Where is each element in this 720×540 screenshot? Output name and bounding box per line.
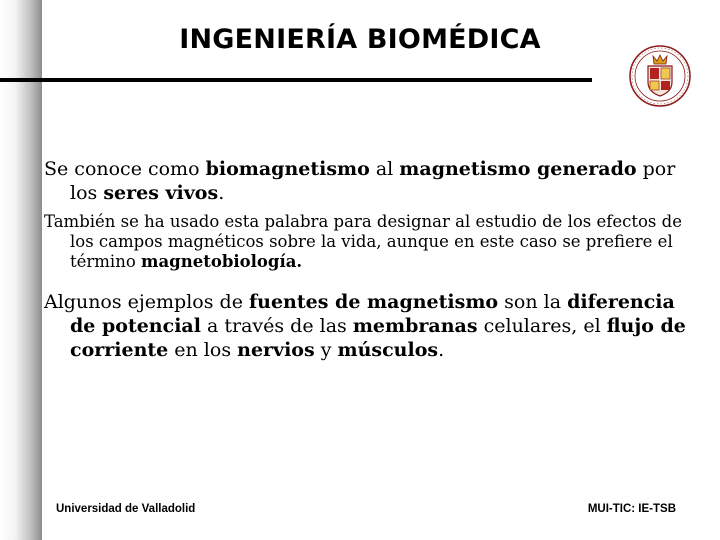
text-run: celulares, el xyxy=(477,315,607,337)
text-run: También se ha usado esta palabra para designar al estudio de los efectos de los campos magnéticos sobre la vida, aunque en este caso se prefiere el término xyxy=(44,212,682,271)
bold-term: fuentes de magnetismo xyxy=(248,291,499,313)
title-underline xyxy=(0,78,592,82)
text-run: Algunos ejemplos de xyxy=(44,291,249,313)
text-run: . xyxy=(218,182,225,204)
text-run: por los xyxy=(70,158,676,204)
text-run: y xyxy=(314,339,338,361)
bold-term: membranas xyxy=(352,315,478,337)
bold-term: flujo de corriente xyxy=(70,315,686,361)
bold-term: seres vivos xyxy=(103,182,219,204)
text-run: a través de las xyxy=(200,315,353,337)
text-run: Se conoce como xyxy=(44,158,206,180)
paragraph-magnetobiologia xyxy=(44,212,690,272)
paragraph-ejemplos xyxy=(44,290,690,362)
bold-term: músculos xyxy=(337,339,439,361)
slide-title: INGENIERÍA BIOMÉDICA xyxy=(179,24,541,55)
footer-university: Universidad de Valladolid xyxy=(56,503,196,515)
paragraph-biomagnetismo xyxy=(44,157,690,205)
bold-term: magnetobiología. xyxy=(141,252,303,271)
text-run: en los xyxy=(168,339,238,361)
bold-term: nervios xyxy=(237,339,315,361)
bold-term: diferencia de potencial xyxy=(70,291,675,337)
text-run: son la xyxy=(498,291,568,313)
university-crest-icon xyxy=(628,44,692,108)
text-run: al xyxy=(369,158,400,180)
bold-term: magnetismo generado xyxy=(399,158,637,180)
text-run: . xyxy=(438,339,445,361)
footer-course: MUI-TIC: IE-TSB xyxy=(587,503,676,515)
bold-term: biomagnetismo xyxy=(205,158,370,180)
